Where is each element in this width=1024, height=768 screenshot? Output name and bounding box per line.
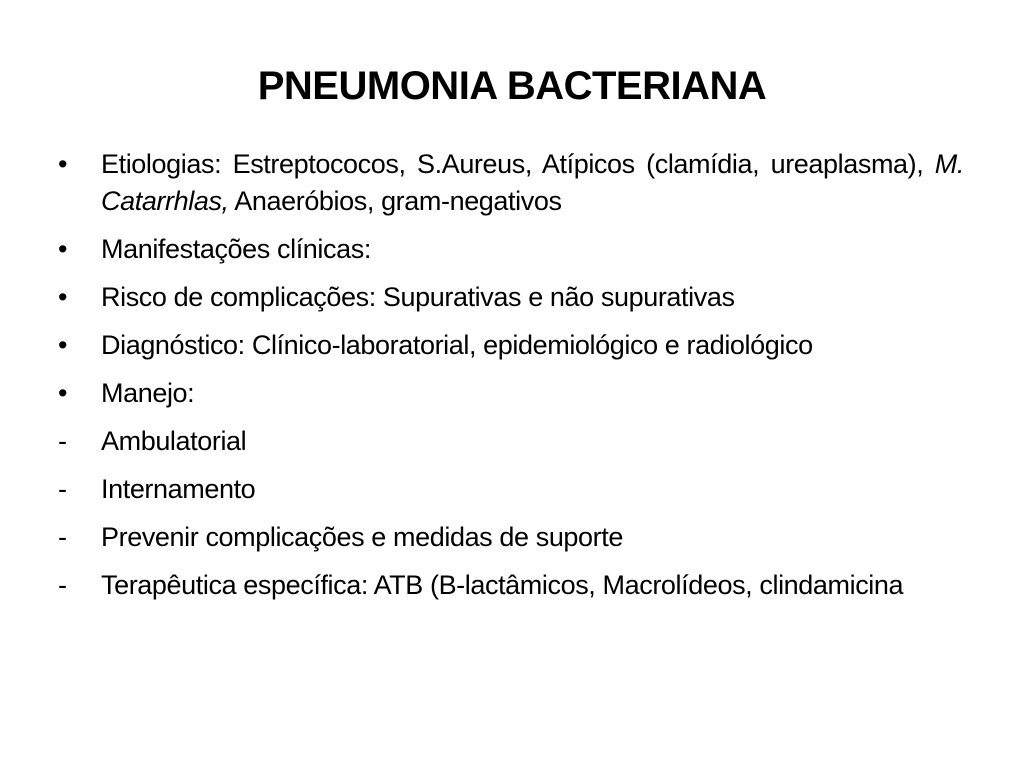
item-text: Ambulatorial [101,426,247,456]
list-item-manifestacoes [58,231,964,268]
dash-marker: - [58,570,67,600]
bullet-marker: • [58,149,68,179]
item-text: Anaeróbios, gram-negativos [228,186,562,216]
dash-marker: - [58,522,67,552]
list-item-internamento [58,471,964,508]
bullet-marker: • [58,282,68,312]
list-item-diagnostico [58,327,964,364]
item-text: Etiologias: Estreptococos, S.Aureus, Atípicos (clamídia, ureaplasma), [101,149,935,179]
item-text: Terapêutica específica: ATB (B-lactâmicos, Macrolídeos, clindamicina [101,570,904,600]
item-text: Prevenir complicações e medidas de suporte [101,522,623,552]
item-text: Internamento [101,474,256,504]
slide-title: PNEUMONIA BACTERIANA [257,64,767,108]
item-text-italic: M. Catarrhlas, [101,149,964,216]
dash-marker: - [58,474,67,504]
dash-marker: - [58,426,67,456]
bullet-marker: • [58,234,68,264]
item-text: Manifestações clínicas: [101,234,371,264]
item-text: Risco de complicações: Supurativas e não supurativas [101,282,735,312]
list-item-manejo [58,375,964,412]
bullet-list [58,146,964,615]
list-item-prevenir [58,519,964,556]
bullet-marker: • [58,330,68,360]
list-item-etiologias [58,146,964,220]
list-item-terapeutica [58,567,964,604]
bullet-marker: • [58,378,68,408]
item-text: Diagnóstico: Clínico-laboratorial, epidemiológico e radiológico [101,330,813,360]
list-item-ambulatorial [58,423,964,460]
list-item-risco [58,279,964,316]
item-text: Manejo: [101,378,195,408]
